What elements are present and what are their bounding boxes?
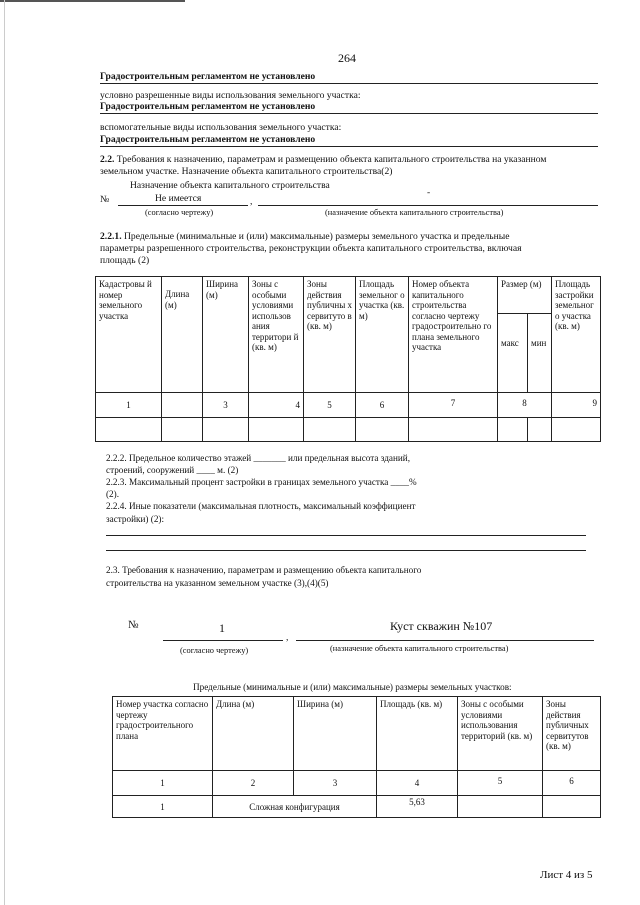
table-header: Площадь застройки земельног о участка (кв. м) xyxy=(551,276,601,393)
table-header: Номер объекта капитального строительства согласно чертежу градостроительно го плана земельного участка xyxy=(408,276,498,393)
caption-purpose: (назначение объекта капитального строительства) xyxy=(325,208,504,217)
auxiliary-uses-label: вспомогательные виды использования земельного участка: xyxy=(100,122,342,133)
main-uses-value: Градостроительным регламентом не установлено xyxy=(100,71,316,82)
table-cell xyxy=(527,417,552,442)
table-subheader: макс xyxy=(497,313,528,393)
section-2-2-1-line2: параметры разрешенного строительства, реконструкции объекта капитального строительства, включая xyxy=(100,243,522,254)
caption-drawing: (согласно чертежу) xyxy=(145,208,214,217)
conditional-uses-value: Градостроительным регламентом не установлено xyxy=(100,101,316,112)
section-2-2-3-line1: 2.2.3. Максимальный процент застройки в границах земельного участка ____% xyxy=(106,477,417,487)
page-number: 264 xyxy=(338,51,356,65)
auxiliary-uses-value: Градостроительным регламентом не установлено xyxy=(100,134,316,145)
table-cell: 9 xyxy=(551,392,601,418)
conditional-uses-label: условно разрешенные виды использования земельного участка: xyxy=(100,90,361,101)
underline xyxy=(118,205,248,206)
table-cell xyxy=(202,417,249,442)
table-cell: 2 xyxy=(212,770,294,796)
caption-drawing: (согласно чертежу) xyxy=(180,646,249,655)
purpose-label: Назначение объекта капитального строительства xyxy=(130,180,330,191)
object-number-value: Не имеется xyxy=(155,193,202,204)
table-header: Площадь (кв. м) xyxy=(376,696,458,771)
section-2-2-4-line1: 2.2.4. Иные показатели (максимальная плотность, максимальный коэффициент xyxy=(106,501,416,511)
section-2-2-1-line1: 2.2.1. Предельные (минимальные и (или) максимальные) размеры земельного участка и предельные xyxy=(100,231,510,242)
underline xyxy=(100,113,598,114)
underline xyxy=(100,146,598,147)
number-sign: № xyxy=(128,619,139,631)
table-cell: 3 xyxy=(293,770,377,796)
table-header: Ширина (м) xyxy=(293,696,377,771)
blank-line xyxy=(106,550,586,551)
table-cell xyxy=(497,417,528,442)
caption-purpose: (назначение объекта капитального строительства) xyxy=(330,644,509,653)
section-2-2-line2: земельном участке. Назначение объекта капитального строительства(2) xyxy=(100,166,393,177)
sheet-footer: Лист 4 из 5 xyxy=(540,869,593,881)
table-cell: 5,63 xyxy=(376,795,458,818)
table-cell: 6 xyxy=(355,392,409,418)
section-2-2-3-line2: (2). xyxy=(106,489,120,499)
table-cell xyxy=(303,417,356,442)
table-cell xyxy=(355,417,409,442)
table-cell: 7 xyxy=(408,392,498,418)
table-cell xyxy=(248,417,304,442)
table-header: Длина (м) xyxy=(161,276,203,393)
table-cell: 5 xyxy=(457,770,543,796)
table-header: Площадь земельног о участка (кв. м) xyxy=(355,276,409,393)
section-2-3-line2: строительства на указанном земельном участке (3),(4)(5) xyxy=(106,578,329,588)
number-sign: № xyxy=(100,194,110,205)
purpose-value: - xyxy=(427,187,431,198)
table-header: Зоны с особыми условиями использования территорий (кв. м) xyxy=(457,696,543,771)
table-header: Ширина (м) xyxy=(202,276,249,393)
table-header: Зоны с особыми условиями использов ания территори й (кв. м) xyxy=(248,276,304,393)
section-2-2-2-line1: 2.2.2. Предельное количество этажей _______ или предельная высота зданий, xyxy=(106,453,411,463)
underline xyxy=(258,205,598,206)
table-header: Кадастровы й номер земельного участка xyxy=(95,276,162,393)
table-cell xyxy=(408,417,498,442)
table-cell: Сложная конфигурация xyxy=(212,795,377,818)
table-subheader: мин xyxy=(527,313,552,393)
table-cell: 5 xyxy=(303,392,356,418)
section-2-3-line1: 2.3. Требования к назначению, параметрам и размещению объекта капитального xyxy=(106,565,422,575)
underline xyxy=(163,640,283,641)
section-number: 2.2. xyxy=(100,154,115,165)
table-cell: 1 xyxy=(95,392,162,418)
table2-title: Предельные (минимальные и (или) максимальные) размеры земельных участков: xyxy=(193,682,512,692)
table-cell xyxy=(95,417,162,442)
section-2-2-4-line2: застройки) (2): xyxy=(106,514,165,524)
scan-edge xyxy=(0,0,185,2)
table-cell xyxy=(542,795,601,818)
table-cell: 4 xyxy=(376,770,458,796)
table-header: Номер участка согласно чертежу градостроительного плана xyxy=(112,696,213,771)
object-name: Куст скважин №107 xyxy=(390,619,493,633)
underline xyxy=(296,640,594,641)
table-header: Зоны действия публичны х сервитуто в (кв. м) xyxy=(303,276,356,393)
scan-margin-line xyxy=(4,0,5,905)
blank-line xyxy=(106,535,586,536)
table-cell: 6 xyxy=(542,770,601,796)
table-cell: 1 xyxy=(112,795,213,818)
table-header: Размер (м) xyxy=(497,276,552,314)
section-2-2-line1: 2.2. Требования к назначению, параметрам и размещению объекта капитального строительства на указанном xyxy=(100,154,547,165)
table-cell: 1 xyxy=(112,770,213,796)
table-header: Зоны действия публичных сервитутов (кв. м) xyxy=(542,696,601,771)
section-2-2-1-line3: площадь (2) xyxy=(100,255,150,266)
table-cell xyxy=(457,795,543,818)
section-2-2-2-line2: строений, сооружений ____ м. (2) xyxy=(106,465,239,475)
table-cell: 4 xyxy=(248,392,304,418)
table-cell xyxy=(161,392,203,418)
table-cell xyxy=(551,417,601,442)
table-cell: 8 xyxy=(497,392,552,418)
table-cell xyxy=(161,417,203,442)
underline xyxy=(100,83,598,84)
table-header: Длина (м) xyxy=(212,696,294,771)
object-number: 1 xyxy=(219,621,225,635)
table-cell: 3 xyxy=(202,392,249,418)
